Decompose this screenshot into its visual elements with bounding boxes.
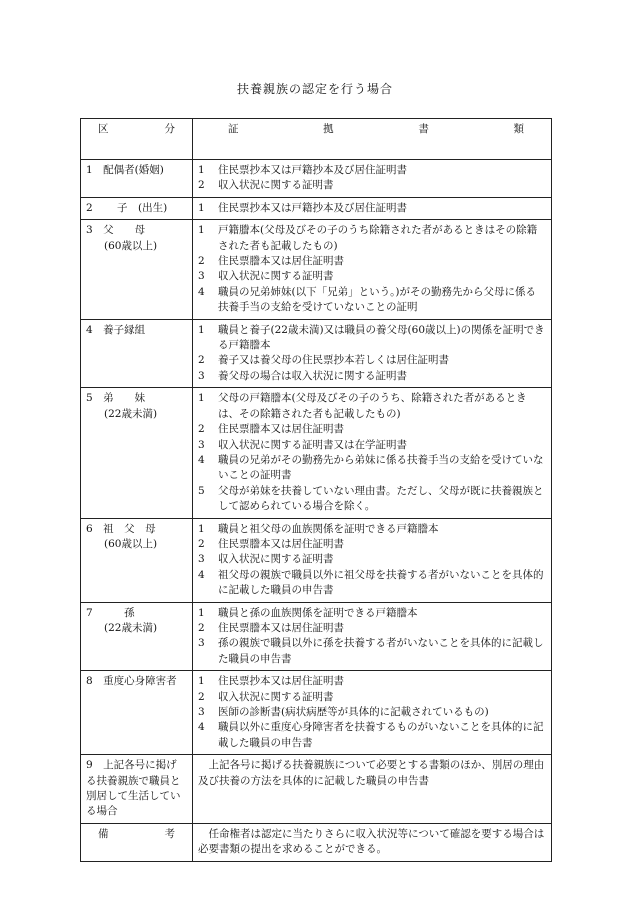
header-documents-char: 証 — [228, 123, 239, 135]
document-item-number: 2 — [198, 690, 205, 703]
table-row — [81, 602, 552, 671]
document-item — [198, 353, 546, 368]
document-item-text: 住民票謄本又は居住証明書 — [218, 255, 344, 268]
document-item-text: 職員と孫の血族関係を証明できる戸籍謄本 — [218, 606, 418, 619]
document-item-number: 2 — [198, 255, 205, 268]
document-item — [198, 453, 546, 484]
document-item-text: 職員以外に重度心身障害者を扶養するものがいないことを具体的に記載した職員の申告書 — [218, 721, 544, 749]
remarks-text-cell — [193, 823, 552, 861]
document-item-number: 1 — [198, 224, 205, 237]
document-item — [198, 269, 546, 284]
document-item-text: 住民票謄本又は居住証明書 — [218, 537, 344, 550]
document-item-text: 上記各号に掲げる扶養親族について必要とする書類のほか、別居の理由及び扶養の方法を具体的に記載した職員の申告書 — [198, 759, 545, 787]
document-item-text: 職員と祖父母の血族関係を証明できる戸籍謄本 — [218, 522, 439, 535]
document-item — [198, 522, 546, 537]
document-item — [198, 163, 546, 178]
documents-cell — [193, 671, 552, 755]
category-cell — [81, 755, 193, 824]
documents-cell — [193, 197, 552, 219]
document-item-number: 1 — [198, 164, 205, 176]
header-documents-char: 類 — [513, 123, 524, 135]
document-item — [198, 606, 546, 621]
document-item-text: 父母が弟妹を扶養していない理由書。ただし、父母が既に扶養親族として認められている場合を除く。 — [218, 484, 544, 513]
document-item-text: 収入状況に関する証明書 — [218, 690, 334, 703]
document-item-text: 住民票謄本又は居住証明書 — [218, 423, 344, 436]
document-item-number: 5 — [198, 484, 205, 497]
category-label: 9 上記各号に掲げる扶養親族で職員と別居して生活している場合 — [86, 759, 181, 818]
category-age-note: (60歳以上) — [104, 239, 158, 252]
category-cell — [81, 602, 193, 671]
document-item-number: 1 — [198, 323, 205, 336]
document-item-text: 戸籍謄本(父母及びその子のうち除籍された者があるときはその除籍された者も記載したもの) — [218, 224, 538, 252]
document-item — [198, 705, 546, 720]
header-documents-char: 拠 — [323, 123, 334, 135]
remarks-label-char: 考 — [164, 827, 175, 840]
document-item-number: 1 — [198, 675, 205, 688]
document-item — [198, 720, 546, 751]
category-age-note: (60歳以上) — [104, 537, 158, 550]
document-item-text: 職員の兄弟姉妹(以下「兄弟」という。)がその勤務先から父母に係る扶養手当の支給を受けていないことの証明 — [218, 285, 536, 314]
category-cell — [81, 197, 193, 219]
document-item — [198, 223, 546, 254]
table-header-row — [81, 119, 552, 160]
table-row — [81, 755, 552, 824]
category-label: 2 子 (出生) — [86, 201, 168, 214]
header-documents-char: 書 — [418, 123, 429, 135]
document-item-number: 2 — [198, 179, 205, 192]
document-item-text: 医師の診断書(病状病歴等が具体的に記載されているもの) — [218, 706, 489, 718]
table-row — [81, 197, 552, 219]
document-item-text: 収入状況に関する証明書 — [218, 179, 334, 192]
category-cell — [81, 671, 193, 755]
document-item — [198, 254, 546, 269]
documents-cell — [193, 319, 552, 388]
document-item-number: 3 — [198, 270, 205, 283]
document-item-text: 祖父母の親族で職員以外に祖父母を扶養する者がいないことを具体的に記載した職員の申告書 — [218, 568, 544, 597]
table-row — [81, 671, 552, 755]
document-item-text: 職員の兄弟がその勤務先から弟妹に係る扶養手当の支給を受けていないことの証明書 — [218, 453, 544, 482]
category-label: 5 弟 妹 — [86, 392, 146, 405]
category-cell — [81, 220, 193, 319]
document-item-text: 住民票抄本又は居住証明書 — [218, 675, 344, 688]
document-item — [198, 369, 546, 384]
category-cell — [81, 160, 193, 198]
document-item — [198, 201, 546, 216]
table-row — [81, 518, 552, 602]
document-item — [198, 438, 546, 453]
document-item-text: 孫の親族で職員以外に孫を扶養する者がいないことを具体的に記載した職員の申告書 — [218, 637, 544, 665]
document-item-number: 2 — [198, 537, 205, 550]
category-cell — [81, 518, 193, 602]
table-row — [81, 388, 552, 518]
document-item — [198, 674, 546, 689]
evidence-table — [80, 118, 552, 862]
document-item — [198, 285, 546, 316]
document-item-text: 住民票抄本又は戸籍抄本及び居住証明書 — [218, 164, 407, 176]
category-label: 8 重度心身障害者 — [86, 675, 177, 688]
document-item-number: 4 — [198, 721, 205, 734]
category-label: 6 祖 父 母 — [86, 522, 156, 535]
document-item-number: 3 — [198, 706, 205, 718]
document-title: 扶養親族の認定を行う場合 — [236, 82, 393, 96]
header-category-char: 分 — [164, 123, 175, 135]
document-item-number: 4 — [198, 453, 205, 466]
table-row — [81, 160, 552, 198]
remarks-label-cell — [81, 823, 193, 861]
document-item — [198, 323, 546, 354]
document-item-text: 父母の戸籍謄本(父母及びその子のうち、除籍された者があるときは、その除籍された者も記載したもの) — [218, 392, 527, 420]
remarks-label-char: 備 — [98, 827, 109, 840]
document-item-number: 2 — [198, 621, 205, 634]
document-item-number: 3 — [198, 438, 205, 451]
documents-cell — [193, 220, 552, 319]
document-item — [198, 621, 546, 636]
document-item-number: 1 — [198, 392, 205, 405]
document-item — [198, 636, 546, 667]
documents-cell — [193, 602, 552, 671]
category-cell — [81, 388, 193, 518]
document-item-text: 収入状況に関する証明書 — [218, 270, 334, 283]
document-item — [198, 178, 546, 193]
documents-cell — [193, 518, 552, 602]
document-item-text: 住民票抄本又は戸籍抄本及び居住証明書 — [218, 201, 407, 214]
document-item-number: 4 — [198, 568, 205, 581]
document-item — [198, 568, 546, 599]
document-item-number: 3 — [198, 553, 205, 566]
document-item — [198, 391, 546, 422]
document-item — [198, 552, 546, 567]
document-item-number: 3 — [198, 369, 205, 382]
document-item-number: 2 — [198, 423, 205, 436]
header-category — [81, 119, 193, 160]
document-item-text: 養父母の場合は収入状況に関する証明書 — [218, 369, 407, 382]
header-category-char: 区 — [98, 123, 109, 135]
category-label: 4 養子縁組 — [86, 323, 146, 336]
header-documents — [193, 119, 552, 160]
documents-cell — [193, 160, 552, 198]
document-item-text: 収入状況に関する証明書 — [218, 553, 334, 566]
documents-cell — [193, 755, 552, 824]
document-item-text: 収入状況に関する証明書又は在学証明書 — [218, 438, 407, 451]
category-label: 1 配偶者(婚姻) — [86, 164, 164, 176]
table-row — [81, 220, 552, 319]
documents-cell — [193, 388, 552, 518]
category-cell — [81, 319, 193, 388]
document-item-number: 1 — [198, 522, 205, 535]
document-item — [198, 537, 546, 552]
table-row — [81, 319, 552, 388]
document-item-text: 職員と養子(22歳未満)又は職員の養父母(60歳以上)の関係を証明できる戸籍謄本 — [218, 323, 545, 352]
category-label: 7 孫 — [86, 606, 135, 619]
document-item-number: 4 — [198, 285, 205, 298]
remarks-text: 任命権者は認定に当たりさらに収入状況等について確認を要する場合は必要書類の提出を求めることができる。 — [198, 827, 545, 856]
document-item-number: 2 — [198, 354, 205, 367]
document-item — [198, 484, 546, 515]
document-item-text: 養子又は養父母の住民票抄本若しくは居住証明書 — [218, 354, 449, 367]
document-item-number: 3 — [198, 637, 205, 650]
document-item — [198, 422, 546, 437]
document-item-text: 住民票謄本又は居住証明書 — [218, 621, 344, 634]
category-label: 3 父 母 — [86, 224, 146, 237]
category-age-note: (22歳未満) — [104, 621, 158, 634]
document-item-number: 1 — [198, 606, 205, 619]
remarks-row — [81, 823, 552, 861]
category-age-note: (22歳未満) — [104, 407, 158, 420]
document-item-number: 1 — [198, 201, 205, 214]
document-item — [198, 690, 546, 705]
